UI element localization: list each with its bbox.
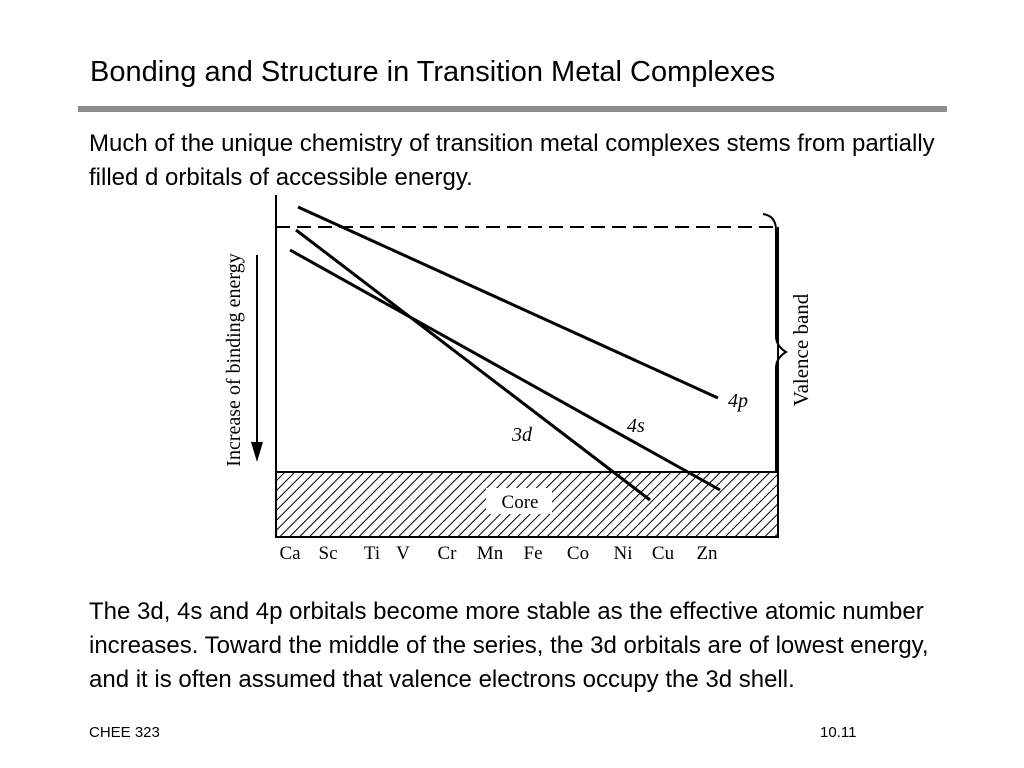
element-label: V	[396, 543, 410, 564]
title-divider	[78, 106, 947, 112]
orbital-line-4p	[298, 207, 718, 398]
energy-arrow-icon	[251, 255, 263, 462]
y-axis-label: Increase of binding energy	[223, 253, 245, 467]
footer-course: CHEE 323	[89, 724, 160, 741]
intro-paragraph: Much of the unique chemistry of transition metal complexes stems from partially filled d orbitals of accessible energy.	[89, 130, 935, 191]
slide-title: Bonding and Structure in Transition Metal Complexes	[90, 56, 776, 88]
element-label: Cu	[651, 543, 675, 564]
element-label: Fe	[523, 543, 543, 564]
element-label: Ni	[613, 543, 633, 564]
element-label: Cr	[437, 543, 457, 564]
element-label: Zn	[696, 543, 718, 564]
orbital-line-3d	[296, 230, 650, 500]
summary-paragraph: The 3d, 4s and 4p orbitals become more stable as the effective atomic number increases. Toward the middle of the series, the 3d orbitals are of lowest energy, and it is often assumed that valence electrons occupy the 3d shell.	[89, 598, 929, 693]
footer-page-number: 10.11	[820, 724, 857, 741]
orbital-label-4p: 4p	[728, 390, 748, 412]
element-label: Sc	[318, 543, 338, 564]
element-label: Co	[566, 543, 590, 564]
orbital-label-3d: 3d	[512, 424, 532, 446]
core-label: Core	[501, 492, 539, 513]
element-label: Ca	[279, 543, 301, 564]
element-axis-labels	[279, 543, 718, 564]
orbital-label-4s: 4s	[627, 415, 645, 437]
element-label: Mn	[476, 543, 504, 564]
element-label: Ti	[363, 543, 381, 564]
valence-band-label: Valence band	[789, 293, 813, 407]
valence-band-brace	[763, 214, 786, 472]
orbital-energy-diagram	[210, 190, 813, 570]
